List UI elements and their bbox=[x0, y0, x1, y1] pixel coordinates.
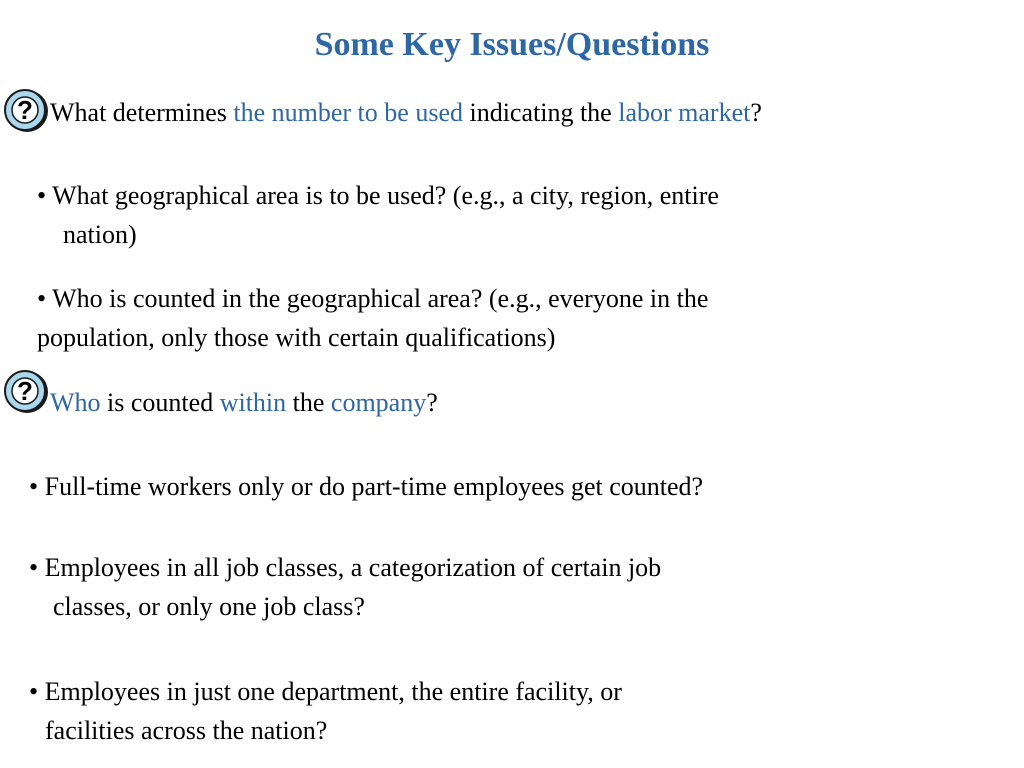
question-mark-icon bbox=[2, 369, 50, 415]
question-2-text-b: the bbox=[286, 388, 331, 417]
bullet-who-counted-geo bbox=[37, 279, 708, 357]
bullet-line: • Employees in just one department, the entire facility, or bbox=[29, 677, 622, 706]
question-2-highlight-a: Who bbox=[50, 388, 101, 417]
question-2-text-a: is counted bbox=[100, 388, 220, 417]
bullet-line: • Employees in all job classes, a categorization of certain job bbox=[29, 553, 662, 582]
bullet-geographical-area bbox=[37, 176, 719, 254]
question-2-highlight-c: company bbox=[330, 388, 427, 417]
bullet-department bbox=[29, 672, 622, 750]
page-title: Some Key Issues/Questions bbox=[314, 26, 710, 63]
question-1-text-c: ? bbox=[750, 98, 762, 127]
question-1-text-a: What determines bbox=[50, 98, 234, 127]
bullet-line: • Full-time workers only or do part-time employees get counted? bbox=[29, 472, 704, 501]
bullet-line: • Who is counted in the geographical area? (e.g., everyone in the bbox=[37, 284, 709, 313]
question-1-highlight-b: labor market bbox=[618, 98, 751, 127]
bullet-line: population, only those with certain qualifications) bbox=[37, 323, 556, 352]
question-2-highlight-b: within bbox=[219, 388, 287, 417]
question-2 bbox=[50, 387, 438, 419]
bullet-line: • What geographical area is to be used? (e.g., a city, region, entire bbox=[37, 181, 719, 210]
question-1 bbox=[50, 97, 762, 129]
question-1-highlight-a: the number to be used bbox=[233, 98, 463, 127]
bullet-job-classes bbox=[29, 548, 661, 626]
bullet-full-time bbox=[29, 467, 703, 506]
bullet-line: classes, or only one job class? bbox=[53, 592, 365, 621]
question-mark-icon bbox=[2, 88, 50, 134]
bullet-line: facilities across the nation? bbox=[45, 716, 328, 745]
svg-text:?: ? bbox=[17, 376, 33, 406]
question-1-text-b: indicating the bbox=[462, 98, 619, 127]
bullet-line: nation) bbox=[63, 220, 137, 249]
svg-text:?: ? bbox=[17, 95, 33, 125]
question-2-text-c: ? bbox=[426, 388, 438, 417]
